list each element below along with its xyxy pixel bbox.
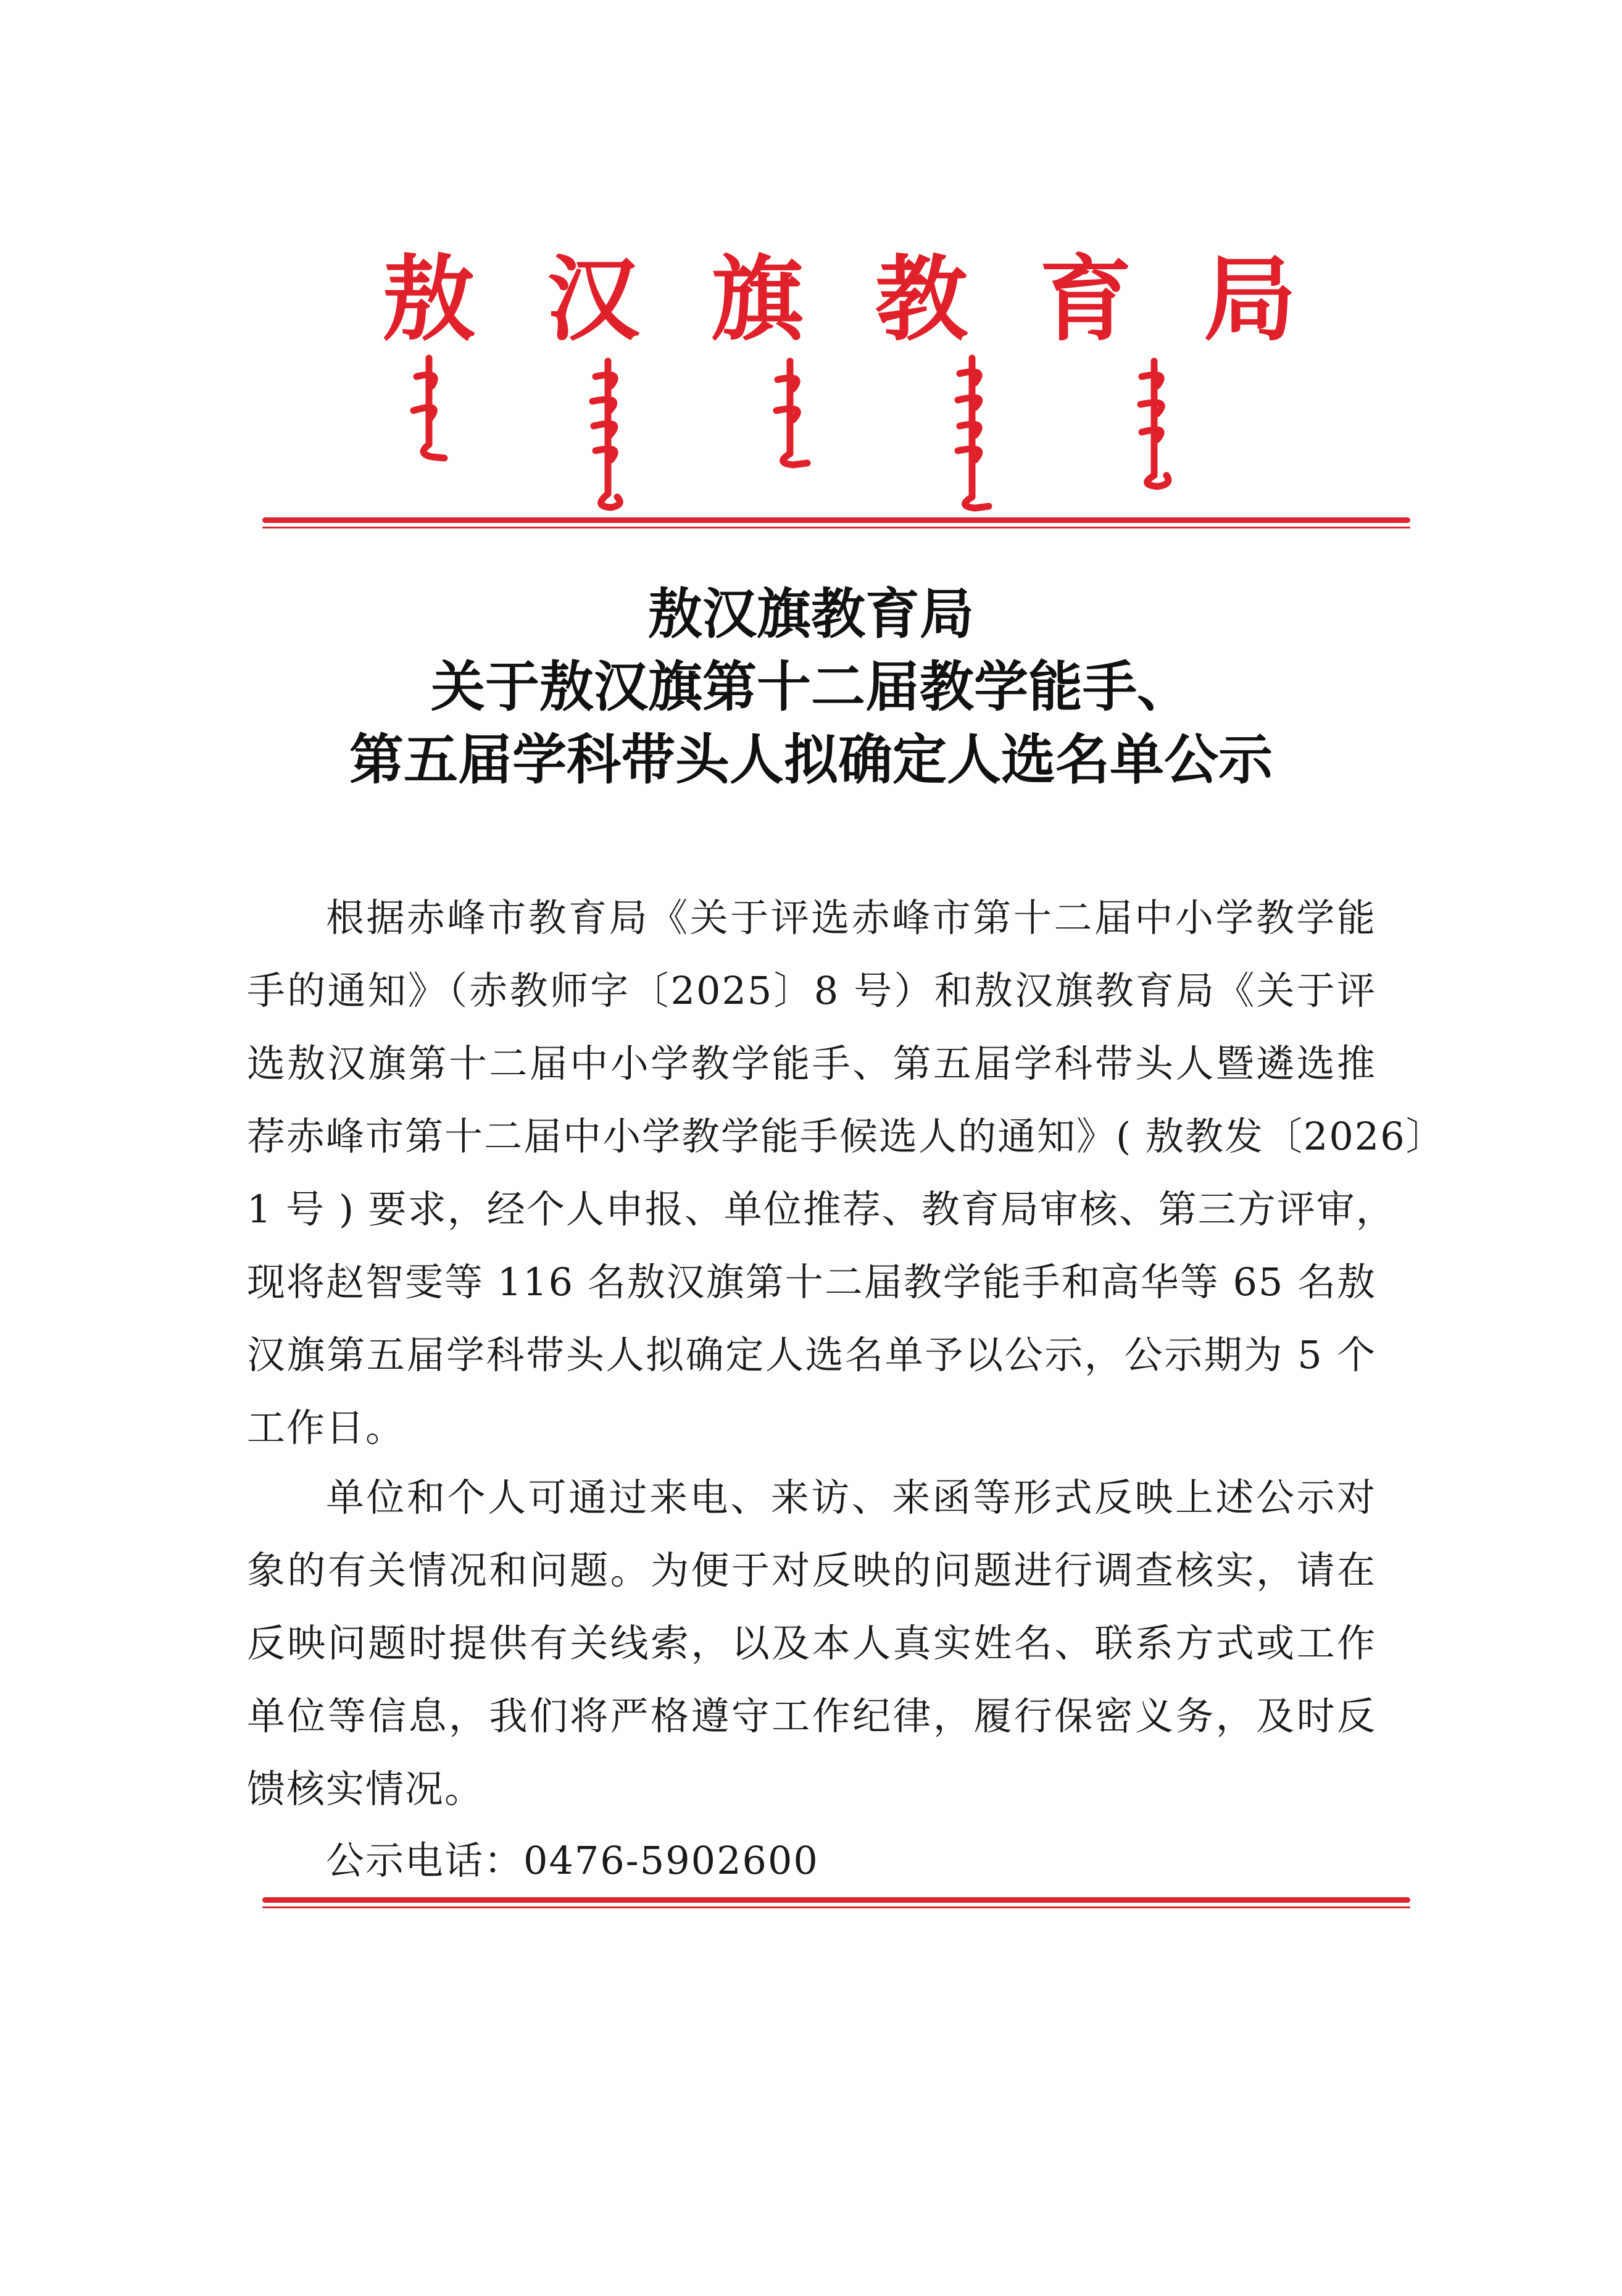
mongolian-script-graphic [395,352,1296,512]
paragraph-line: 馈核实情况。 [247,1766,485,1811]
contact-phone: 0476-5902600 [523,1838,819,1883]
document-title [185,577,1437,796]
letterhead-title [383,247,1296,352]
title-line-3: 第五届学科带头人拟确定人选名单公示 [349,727,1273,791]
paragraph-line: 单位等信息，我们将严格遵守工作纪律，履行保密义务，及时反 [247,1693,1376,1739]
contact-label: 公示电话： [326,1838,524,1883]
paragraph-line: 工作日。 [247,1405,406,1450]
letterhead-mongolian-script [395,352,1296,512]
letterhead-char: 育 [1039,245,1132,354]
paragraph-line: 手的通知》（赤教师字〔2025〕8 号）和敖汉旗教育局《关于评 [247,968,1376,1013]
contact-line [326,1824,819,1897]
paragraph-line: 根据赤峰市教育局《关于评选赤峰市第十二届中小学教学能 [326,895,1376,940]
paragraph-line: 单位和个人可通过来电、来访、来函等形式反映上述公示对 [326,1475,1376,1520]
letterhead-divider [262,517,1410,528]
letterhead-char: 局 [1203,245,1296,354]
paragraph-line: 荐赤峰市第十二届中小学教学能手候选人的通知》( 敖教发〔2026〕 [247,1114,1445,1159]
paragraph-line: 选敖汉旗第十二届中小学教学能手、第五届学科带头人暨遴选推 [247,1041,1376,1086]
letterhead-char: 教 [875,245,968,354]
paragraph-line: 现将赵智雯等 116 名敖汉旗第十二届教学能手和高华等 65 名敖 [247,1259,1377,1305]
title-line-1: 敖汉旗教育局 [647,582,974,646]
letterhead-char: 敖 [383,245,476,354]
paragraph-line: 反映问题时提供有关线索，以及本人真实姓名、联系方式或工作 [247,1621,1376,1666]
paragraph-1 [247,882,1445,1464]
letterhead-char: 旗 [710,245,804,354]
title-line-2: 关于敖汉旗第十二届教学能手、 [430,654,1191,719]
paragraph-line: 象的有关情况和问题。为便于对反映的问题进行调查核实，请在 [247,1548,1376,1593]
paragraph-line: 1 号 ) 要求，经个人申报、单位推荐、教育局审核、第三方评审， [247,1187,1395,1232]
footer-divider [262,1897,1410,1908]
paragraph-line: 汉旗第五届学科带头人拟确定人选名单予以公示，公示期为 5 个 [247,1332,1376,1377]
paragraph-2 [247,1461,1376,1826]
letterhead-char: 汉 [546,245,639,354]
